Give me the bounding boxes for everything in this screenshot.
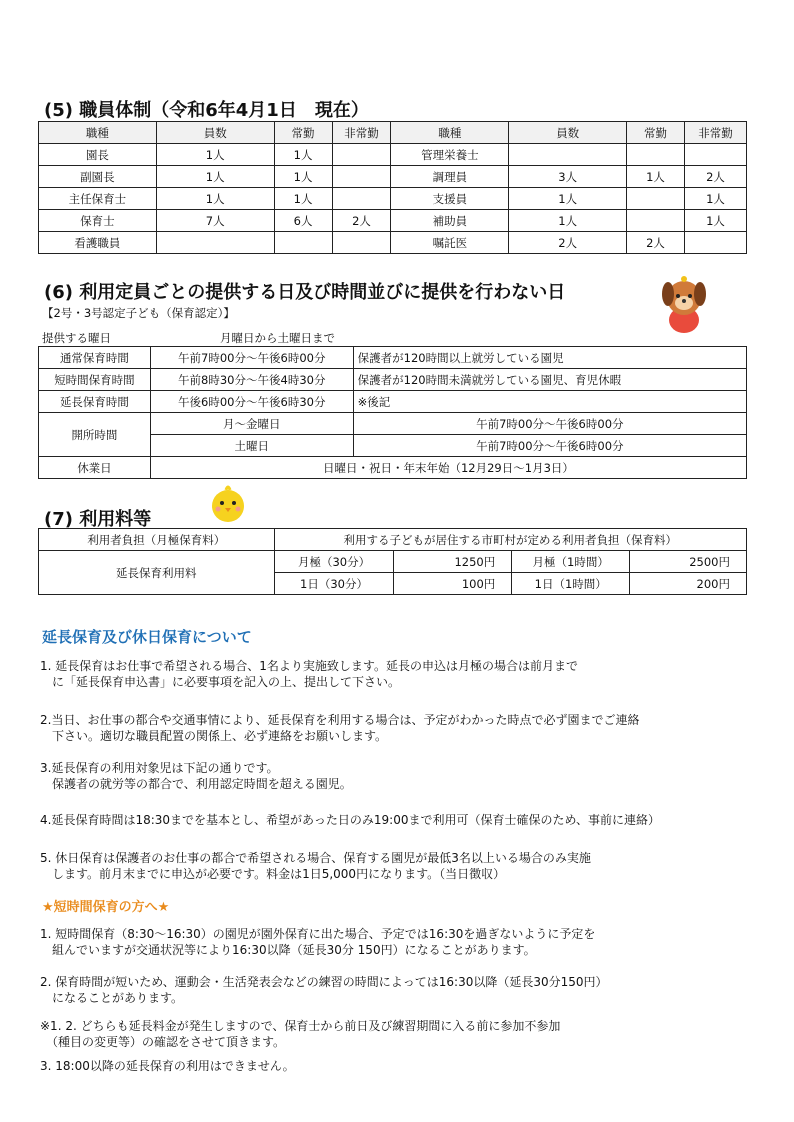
table-cell	[684, 144, 746, 166]
column-header: 常勤	[627, 122, 685, 144]
table-cell	[156, 232, 274, 254]
hours-time: 午前8時30分～午後4時30分	[150, 369, 353, 391]
note-line: 2. 保育時間が短いため、運動会・生活発表会などの練習の時間によっては16:30以降（延長30分150円）	[40, 975, 608, 989]
table-cell: 1人	[684, 210, 746, 232]
column-header: 員数	[509, 122, 627, 144]
table-cell: 1人	[274, 188, 332, 210]
table-cell: 管理栄養士	[391, 144, 509, 166]
table-cell	[627, 210, 685, 232]
hours-label: 短時間保育時間	[39, 369, 151, 391]
fee-cell: 2500円	[630, 551, 747, 573]
table-row	[39, 391, 747, 413]
staff-table	[38, 121, 747, 254]
table-cell: 2人	[684, 166, 746, 188]
table-cell: 1人	[627, 166, 685, 188]
table-cell	[627, 188, 685, 210]
fee-header: 利用者負担（月極保育料）	[39, 529, 275, 551]
note-line: 2.当日、お仕事の都合や交通事情により、延長保育を利用する場合は、予定がわかった時点で必ず園までご連絡	[40, 713, 640, 727]
note-line: になることがあります。	[40, 991, 184, 1005]
table-cell: 1人	[509, 188, 627, 210]
table-cell: 主任保育士	[39, 188, 157, 210]
fee-cell: 1日（1時間）	[512, 573, 630, 595]
closed-label: 休業日	[39, 457, 151, 479]
hours-label: 延長保育時間	[39, 391, 151, 413]
fee-cell: 月極（1時間）	[512, 551, 630, 573]
table-cell: 1人	[156, 144, 274, 166]
table-cell	[627, 144, 685, 166]
fee-cell: 月極（30分）	[274, 551, 394, 573]
table-cell: 園長	[39, 144, 157, 166]
table-row	[39, 529, 747, 551]
note-item	[40, 712, 639, 744]
fee-cell: 1日（30分）	[274, 573, 394, 595]
note-line: 下さい。適切な職員配置の関係上、必ず連絡をお願いします。	[40, 729, 388, 743]
days-value: 月曜日から土曜日まで	[220, 331, 335, 345]
dog-mascot-icon	[656, 272, 712, 336]
note-line: 保護者の就労等の都合で、利用認定時間を超える園児。	[40, 777, 352, 791]
table-cell	[332, 166, 391, 188]
table-cell: 1人	[509, 210, 627, 232]
table-row	[39, 144, 747, 166]
table-cell	[684, 232, 746, 254]
table-row	[39, 457, 747, 479]
note-line: 1. 短時間保育（8:30～16:30）の園児が園外保育に出た場合、予定では16:30を過ぎないように予定を	[40, 927, 596, 941]
table-row	[39, 210, 747, 232]
note-item	[40, 850, 591, 882]
note-line: に「延長保育申込書」に必要事項を記入の上、提出して下さい。	[40, 675, 401, 689]
hours-time: 午後6時00分～午後6時30分	[150, 391, 353, 413]
table-cell	[332, 188, 391, 210]
closed-value: 日曜日・祝日・年末年始（12月29日～1月3日）	[150, 457, 746, 479]
fee-header: 利用する子どもが居住する市町村が定める利用者負担（保育料）	[274, 529, 746, 551]
table-cell: 1人	[274, 166, 332, 188]
fee-cell: 1250円	[394, 551, 512, 573]
section7-title: (7) 利用料等	[44, 509, 152, 530]
table-cell	[332, 144, 391, 166]
table-cell: 支援員	[391, 188, 509, 210]
note-item	[40, 760, 352, 792]
hours-note: 保護者が120時間未満就労している園児、育児休暇	[353, 369, 746, 391]
table-cell: 看護職員	[39, 232, 157, 254]
table-cell	[509, 144, 627, 166]
hours-label: 通常保育時間	[39, 347, 151, 369]
table-cell	[332, 232, 391, 254]
fee-row-label: 延長保育利用料	[39, 551, 275, 595]
table-row	[39, 369, 747, 391]
column-header: 職種	[39, 122, 157, 144]
table-cell: 3人	[509, 166, 627, 188]
table-cell: 7人	[156, 210, 274, 232]
table-cell	[274, 232, 332, 254]
open-days: 土曜日	[150, 435, 353, 457]
open-days: 月～金曜日	[150, 413, 353, 435]
short-note-item	[40, 974, 608, 1006]
table-row	[39, 232, 747, 254]
hours-note: 保護者が120時間以上就労している園児	[353, 347, 746, 369]
hours-table	[38, 346, 747, 479]
table-cell: 嘱託医	[391, 232, 509, 254]
short-note-item	[40, 926, 595, 958]
table-cell: 副園長	[39, 166, 157, 188]
table-row	[39, 166, 747, 188]
table-cell: 1人	[156, 188, 274, 210]
section5-title: (5) 職員体制（令和6年4月1日 現在）	[44, 100, 369, 121]
table-cell: 1人	[684, 188, 746, 210]
hours-time: 午前7時00分～午後6時00分	[150, 347, 353, 369]
open-time: 午前7時00分～午後6時00分	[353, 413, 746, 435]
short-note-item	[40, 1058, 295, 1074]
table-cell: 保育士	[39, 210, 157, 232]
column-header: 非常勤	[332, 122, 391, 144]
note-line: 1. 延長保育はお仕事で希望される場合、1名より実施致します。延長の申込は月極の場合は前月まで	[40, 659, 578, 673]
open-label: 開所時間	[39, 413, 151, 457]
note-line: ※1. 2. どちらも延長料金が発生しますので、保育士から前日及び練習期間に入る前に参加不参加	[40, 1019, 561, 1033]
table-cell: 2人	[509, 232, 627, 254]
note-line: 4.延長保育時間は18:30までを基本とし、希望があった日のみ19:00まで利用可（保育士確保のため、事前に連絡）	[40, 813, 661, 827]
days-label: 提供する曜日	[42, 331, 111, 345]
table-cell: 補助員	[391, 210, 509, 232]
table-cell: 2人	[627, 232, 685, 254]
table-cell: 調理員	[391, 166, 509, 188]
note-line: します。前月末までに申込が必要です。料金は1日5,000円になります。（当日徴収）	[40, 867, 506, 881]
chick-mascot-icon	[206, 482, 250, 526]
section6-title: (6) 利用定員ごとの提供する日及び時間並びに提供を行わない日	[44, 282, 566, 303]
table-cell: 1人	[274, 144, 332, 166]
note-line: 5. 休日保育は保護者のお仕事の都合で希望される場合、保育する園児が最低3名以上いる場合のみ実施	[40, 851, 591, 865]
table-cell: 2人	[332, 210, 391, 232]
section6-subtitle: 【2号・3号認定子ども（保育認定）】	[42, 306, 235, 320]
short-note-item	[40, 1018, 560, 1050]
fee-cell: 100円	[394, 573, 512, 595]
note-line: 3. 18:00以降の延長保育の利用はできません。	[40, 1059, 295, 1073]
fee-cell: 200円	[630, 573, 747, 595]
table-row	[39, 188, 747, 210]
note-item	[40, 658, 578, 690]
table-cell: 6人	[274, 210, 332, 232]
column-header: 非常勤	[684, 122, 746, 144]
note-line: 組んでいますが交通状況等により16:30以降（延長30分 150円）になることがあります。	[40, 943, 536, 957]
note-line: 3.延長保育の利用対象児は下記の通りです。	[40, 761, 279, 775]
table-row	[39, 413, 747, 435]
notes-heading: 延長保育及び休日保育について	[42, 628, 252, 646]
fee-table	[38, 528, 747, 595]
hours-note: ※後記	[353, 391, 746, 413]
note-item	[40, 812, 660, 828]
table-header-row	[39, 122, 747, 144]
column-header: 職種	[391, 122, 509, 144]
table-row	[39, 551, 747, 573]
table-cell: 1人	[156, 166, 274, 188]
table-row	[39, 347, 747, 369]
column-header: 常勤	[274, 122, 332, 144]
short-hours-heading: ★短時間保育の方へ★	[42, 900, 170, 915]
note-line: （種目の変更等）の確認をさせて頂きます。	[40, 1035, 286, 1049]
column-header: 員数	[156, 122, 274, 144]
open-time: 午前7時00分～午後6時00分	[353, 435, 746, 457]
